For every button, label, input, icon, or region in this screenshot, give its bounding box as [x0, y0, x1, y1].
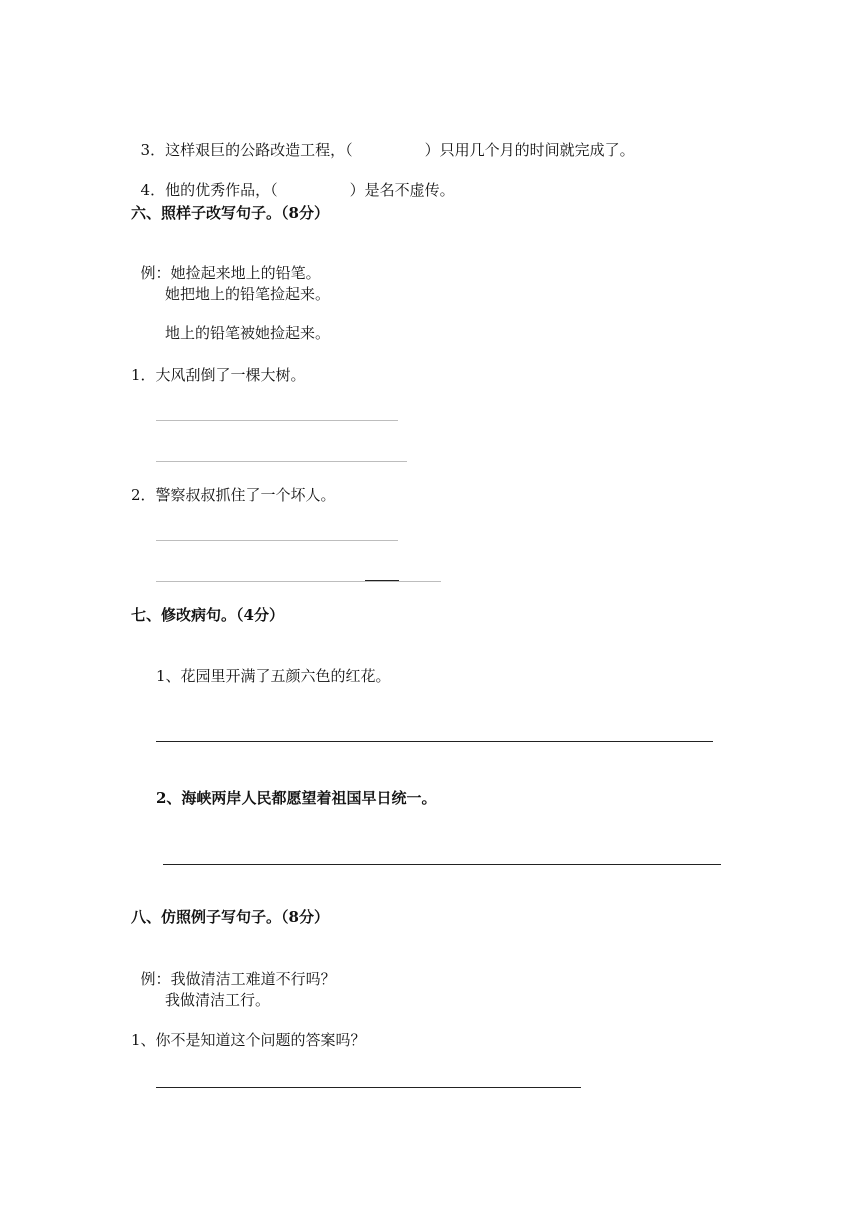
item-4-text-after: ）是名不虚传。 — [349, 181, 455, 199]
example-label: 例： — [140, 264, 171, 282]
example-sentence: 我做清洁工难道不行吗？ — [170, 970, 336, 988]
answer-line-7-2[interactable] — [163, 864, 721, 865]
section-6-heading: 六、照样子改写句子。（8分） — [131, 204, 329, 222]
section-7-question-1: 1、花园里开满了五颜六色的红花。 — [156, 667, 391, 685]
section-7-question-2: 2、海峡两岸人民都愿望着祖国早日统一。 — [156, 789, 437, 807]
answer-line-6-1b[interactable] — [156, 461, 407, 462]
section-7-heading: 七、修改病句。（4分） — [131, 606, 284, 624]
example-label: 例： — [140, 970, 171, 988]
section-8-question-1: 1、你不是知道这个问题的答案吗？ — [131, 1031, 366, 1049]
section-8-heading: 八、仿照例子写句子。（8分） — [131, 908, 329, 926]
answer-line-6-2b-mark — [365, 580, 399, 581]
item-4-text-before: 4．他的优秀作品，（ — [140, 181, 278, 199]
item-4 — [131, 160, 455, 200]
section-6-example-answer-1: 她把地上的铅笔捡起来。 — [165, 285, 331, 303]
answer-line-8-1[interactable] — [156, 1087, 581, 1088]
item-3-text-before: 3．这样艰巨的公路改造工程，（ — [140, 141, 353, 159]
section-6-example — [131, 243, 321, 283]
item-3-text-after: ）只用几个月的时间就完成了。 — [424, 141, 635, 159]
answer-line-6-1a[interactable] — [156, 420, 398, 421]
section-6-example-answer-2: 地上的铅笔被她捡起来。 — [165, 324, 331, 342]
item-3 — [131, 120, 635, 160]
section-8-example-answer: 我做清洁工行。 — [165, 991, 271, 1009]
section-6-question-2: 2．警察叔叔抓住了一个坏人。 — [131, 486, 336, 504]
example-sentence: 她捡起来地上的铅笔。 — [170, 264, 321, 282]
answer-line-6-2a[interactable] — [156, 540, 398, 541]
section-8-example — [131, 949, 336, 989]
answer-line-7-1[interactable] — [156, 741, 713, 742]
answer-line-6-2b[interactable] — [156, 581, 441, 582]
section-6-question-1: 1．大风刮倒了一棵大树。 — [131, 366, 306, 384]
